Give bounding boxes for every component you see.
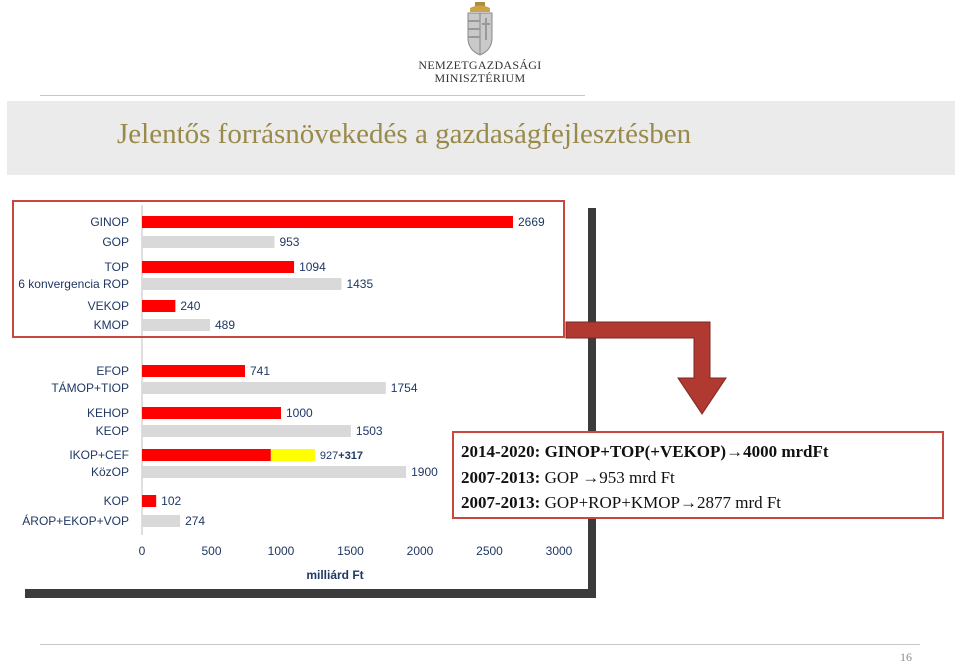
bar-ikop-cef [142,449,271,461]
bar-támop-tiop [142,382,386,394]
bar-kop [142,495,156,507]
x-tick-label: 500 [201,544,222,558]
logo-line-2: MINISZTÉRIUM [434,71,526,85]
value-label: 1094 [299,260,326,274]
value-label: 1900 [411,465,438,479]
x-tick-label: 1500 [337,544,364,558]
top-divider [40,95,585,96]
value-label: 102 [161,494,182,508]
bar-árop-ekop-vop [142,515,180,527]
value-label: 953 [279,235,300,249]
category-label: GOP [102,235,129,249]
x-tick-label: 1000 [267,544,295,558]
value-label: 2669 [517,215,545,229]
value-label: 927+317 [319,450,364,462]
summary-line-2014-2020: 2014-2020: GINOP+TOP(+VEKOP)→4000 mrdFt [461,442,829,461]
x-tick-label: 3000 [545,544,573,558]
highlight-frame [12,200,565,338]
summary-line-gop-rop-kmop: 2007-2013: GOP+ROP+KMOP→2877 mrd Ft [461,493,782,512]
x-tick-label: 0 [138,544,146,558]
value-label: 240 [180,299,201,313]
value-label: 1754 [390,381,418,395]
bar-közop [142,466,406,478]
value-label: 1000 [286,406,313,420]
arrow-icon: → [679,493,697,512]
category-label: 6 konvergencia ROP [18,277,129,291]
bar-kehop [142,407,281,419]
value-label: 1435 [346,277,374,291]
summary-box [452,431,944,519]
summary-line-gop: 2007-2013: GOP →953 mrd Ft [461,468,675,487]
x-tick-label: 2500 [476,544,503,558]
category-label: TÁMOP+TIOP [51,381,129,395]
category-label: EFOP [96,364,129,378]
category-label: KOP [103,494,129,508]
value-label: 489 [214,318,236,332]
x-tick-label: 2000 [406,544,434,558]
arrow-icon: → [582,468,600,487]
page-number: 16 [900,650,912,664]
bar-extra-ikop-cef [271,449,315,461]
category-label: KözOP [90,465,129,479]
category-label: KEHOP [86,406,129,420]
logo-line-1: NEMZETGAZDASÁGI [418,58,542,72]
category-label: TOP [104,260,129,274]
value-label: 274 [185,514,206,528]
down-arrow-icon [560,318,730,418]
category-label: GINOP [90,215,129,229]
value-label: 741 [249,364,271,378]
ministry-logo [400,0,560,90]
category-label: VEKOP [87,299,129,313]
page-title: Jelentős forrásnövekedés a gazdaságfejlesztésben [117,118,692,150]
x-axis-title: milliárd Ft [306,568,364,582]
category-label: KMOP [93,318,129,332]
coat-of-arms-icon [400,0,560,58]
bottom-divider [40,644,920,645]
category-label: KEOP [95,424,129,438]
category-label: IKOP+CEF [69,448,129,462]
category-label: ÁROP+EKOP+VOP [22,514,129,528]
bar-efop [142,365,245,377]
value-label: 1503 [355,424,383,438]
arrow-icon: → [726,442,744,461]
bar-keop [142,425,351,437]
